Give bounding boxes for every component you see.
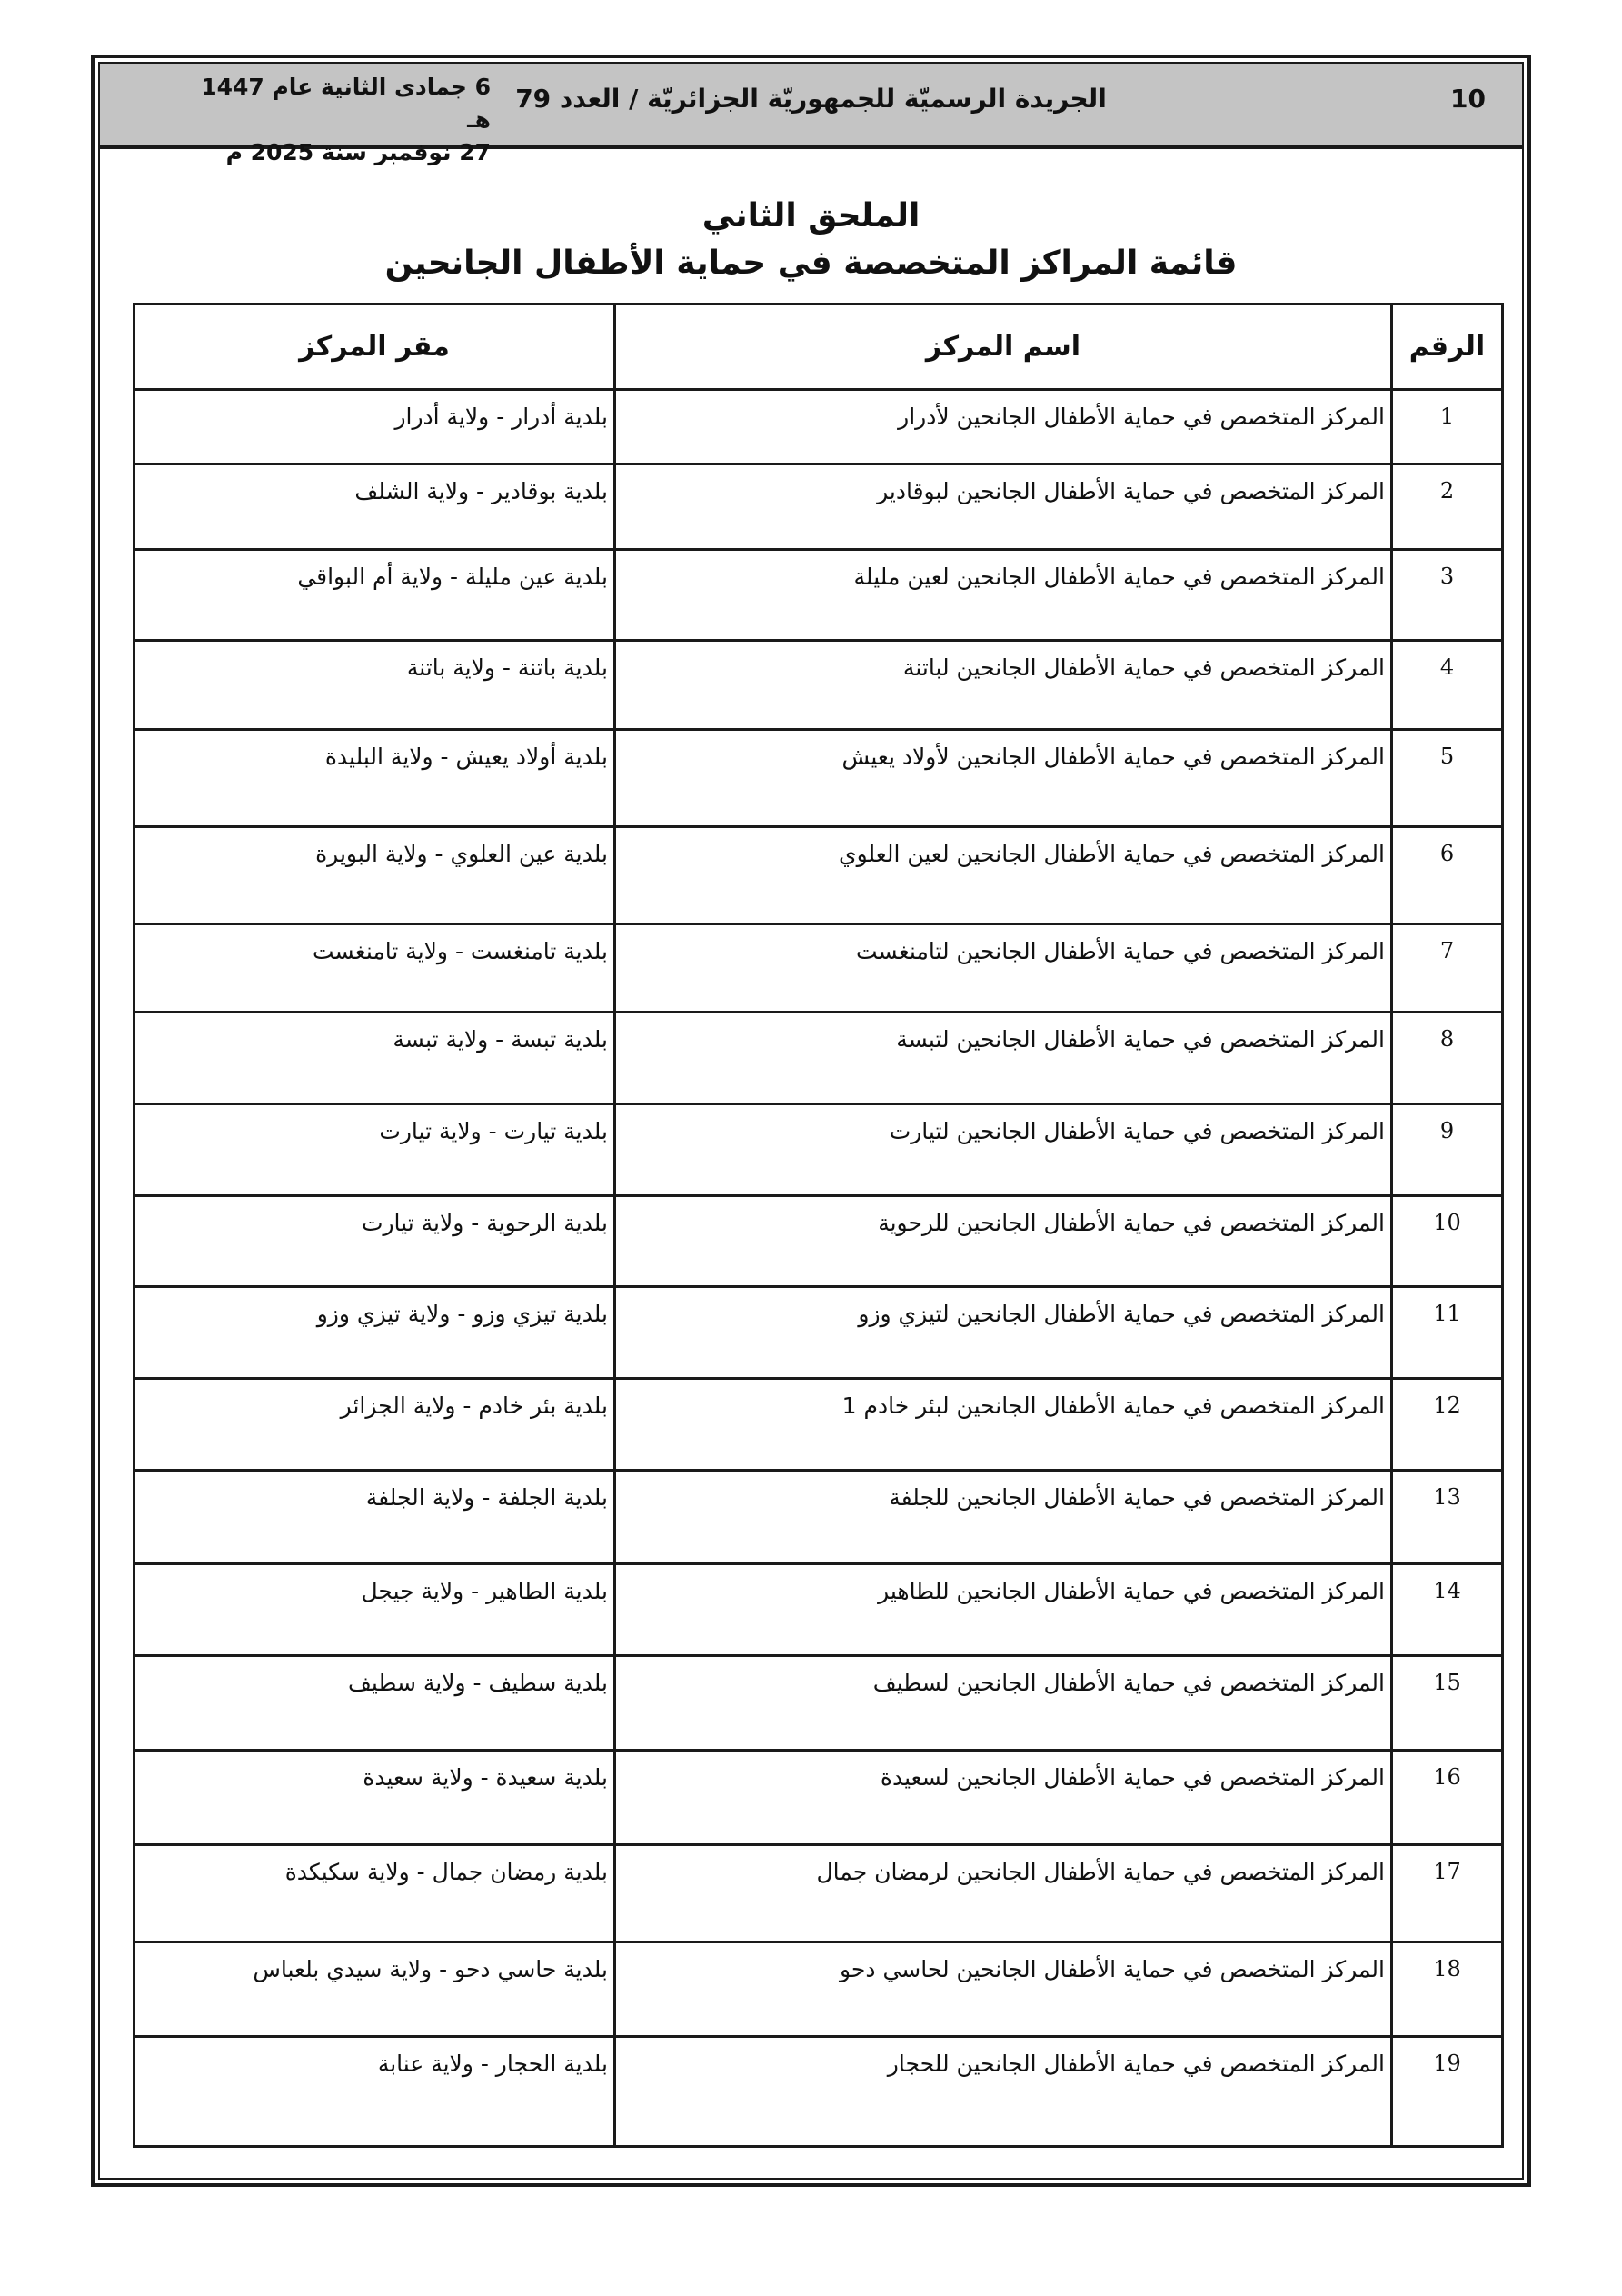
center-location: بلدية تيزي وزو - ولاية تيزي وزو: [134, 1287, 615, 1379]
table-row: [134, 1564, 1503, 1656]
center-name: المركز المتخصص في حماية الأطفال الجانحين لتبسة: [615, 1013, 1392, 1104]
row-number: 14: [1392, 1564, 1503, 1656]
center-name: المركز المتخصص في حماية الأطفال الجانحين لعين مليلة: [615, 550, 1392, 641]
row-number: 1: [1392, 390, 1503, 464]
table-row: [134, 641, 1503, 730]
row-number: 16: [1392, 1751, 1503, 1845]
table-row: [134, 1751, 1503, 1845]
center-location: بلدية الرحوية - ولاية تيارت: [134, 1196, 615, 1287]
table-row: [134, 1287, 1503, 1379]
center-name: المركز المتخصص في حماية الأطفال الجانحين للحجار: [615, 2037, 1392, 2147]
issue-date: [200, 71, 491, 169]
row-number: 13: [1392, 1471, 1503, 1564]
table-row: [134, 464, 1503, 550]
page-number: 10: [1450, 84, 1486, 114]
annex-title: الملحق الثاني: [702, 197, 920, 235]
center-location: بلدية بوقادير - ولاية الشلف: [134, 464, 615, 550]
table-row: [134, 1656, 1503, 1751]
row-number: 5: [1392, 730, 1503, 827]
table-row: [134, 827, 1503, 924]
center-name: المركز المتخصص في حماية الأطفال الجانحين لباتنة: [615, 641, 1392, 730]
gregorian-date: 27 نوفمبر سنة 2025 م: [225, 139, 491, 165]
row-number: 12: [1392, 1379, 1503, 1471]
center-name: المركز المتخصص في حماية الأطفال الجانحين لحاسي دحو: [615, 1942, 1392, 2037]
center-location: بلدية عين العلوي - ولاية البويرة: [134, 827, 615, 924]
document-titles: [100, 193, 1522, 287]
center-name: المركز المتخصص في حماية الأطفال الجانحين لبئر خادم 1: [615, 1379, 1392, 1471]
center-name: المركز المتخصص في حماية الأطفال الجانحين لأولاد يعيش: [615, 730, 1392, 827]
table-row: [134, 1379, 1503, 1471]
center-name: المركز المتخصص في حماية الأطفال الجانحين لعين العلوي: [615, 827, 1392, 924]
row-number: 3: [1392, 550, 1503, 641]
center-location: بلدية باتنة - ولاية باتنة: [134, 641, 615, 730]
page-header: [100, 64, 1522, 165]
center-name: المركز المتخصص في حماية الأطفال الجانحين لأدرار: [615, 390, 1392, 464]
column-header-center-name: اسم المركز: [615, 304, 1392, 390]
center-name: المركز المتخصص في حماية الأطفال الجانحين لسطيف: [615, 1656, 1392, 1751]
center-location: بلدية الحجار - ولاية عنابة: [134, 2037, 615, 2147]
row-number: 6: [1392, 827, 1503, 924]
center-location: بلدية الجلفة - ولاية الجلفة: [134, 1471, 615, 1564]
center-location: بلدية سعيدة - ولاية سعيدة: [134, 1751, 615, 1845]
table-row: [134, 1471, 1503, 1564]
center-location: بلدية أدرار - ولاية أدرار: [134, 390, 615, 464]
center-location: بلدية أولاد يعيش - ولاية البليدة: [134, 730, 615, 827]
journal-title: الجريدة الرسميّة للجمهوريّة الجزائريّة / العدد 79: [515, 84, 1107, 114]
center-location: بلدية بئر خادم - ولاية الجزائر: [134, 1379, 615, 1471]
center-name: المركز المتخصص في حماية الأطفال الجانحين لتيارت: [615, 1104, 1392, 1196]
table-row: [134, 1196, 1503, 1287]
table-header-row: [134, 304, 1503, 390]
table-row: [134, 1013, 1503, 1104]
table-row: [134, 1104, 1503, 1196]
column-header-center-location: مقر المركز: [134, 304, 615, 390]
row-number: 7: [1392, 924, 1503, 1013]
list-title: قائمة المراكز المتخصصة في حماية الأطفال الجانحين: [384, 245, 1238, 282]
row-number: 9: [1392, 1104, 1503, 1196]
center-name: المركز المتخصص في حماية الأطفال الجانحين للجلفة: [615, 1471, 1392, 1564]
center-name: المركز المتخصص في حماية الأطفال الجانحين للطاهير: [615, 1564, 1392, 1656]
table-row: [134, 390, 1503, 464]
row-number: 19: [1392, 2037, 1503, 2147]
centers-table: [133, 303, 1504, 2148]
row-number: 10: [1392, 1196, 1503, 1287]
center-location: بلدية تامنغست - ولاية تامنغست: [134, 924, 615, 1013]
row-number: 11: [1392, 1287, 1503, 1379]
center-location: بلدية تيارت - ولاية تيارت: [134, 1104, 615, 1196]
center-name: المركز المتخصص في حماية الأطفال الجانحين لتيزي وزو: [615, 1287, 1392, 1379]
center-name: المركز المتخصص في حماية الأطفال الجانحين لسعيدة: [615, 1751, 1392, 1845]
center-location: بلدية رمضان جمال - ولاية سكيكدة: [134, 1845, 615, 1942]
table-row: [134, 730, 1503, 827]
table-row: [134, 550, 1503, 641]
center-location: بلدية حاسي دحو - ولاية سيدي بلعباس: [134, 1942, 615, 2037]
center-location: بلدية سطيف - ولاية سطيف: [134, 1656, 615, 1751]
row-number: 4: [1392, 641, 1503, 730]
center-location: بلدية الطاهير - ولاية جيجل: [134, 1564, 615, 1656]
center-name: المركز المتخصص في حماية الأطفال الجانحين لتامنغست: [615, 924, 1392, 1013]
row-number: 18: [1392, 1942, 1503, 2037]
row-number: 15: [1392, 1656, 1503, 1751]
row-number: 2: [1392, 464, 1503, 550]
table-row: [134, 1845, 1503, 1942]
hijri-date: 6 جمادى الثانية عام 1447 هـ: [201, 74, 491, 133]
table-row: [134, 924, 1503, 1013]
column-header-number: الرقم: [1392, 304, 1503, 390]
table-row: [134, 2037, 1503, 2147]
row-number: 8: [1392, 1013, 1503, 1104]
center-name: المركز المتخصص في حماية الأطفال الجانحين لبوقادير: [615, 464, 1392, 550]
center-location: بلدية تبسة - ولاية تبسة: [134, 1013, 615, 1104]
table-row: [134, 1942, 1503, 2037]
row-number: 17: [1392, 1845, 1503, 1942]
center-location: بلدية عين مليلة - ولاية أم البواقي: [134, 550, 615, 641]
center-name: المركز المتخصص في حماية الأطفال الجانحين للرحوية: [615, 1196, 1392, 1287]
center-name: المركز المتخصص في حماية الأطفال الجانحين لرمضان جمال: [615, 1845, 1392, 1942]
